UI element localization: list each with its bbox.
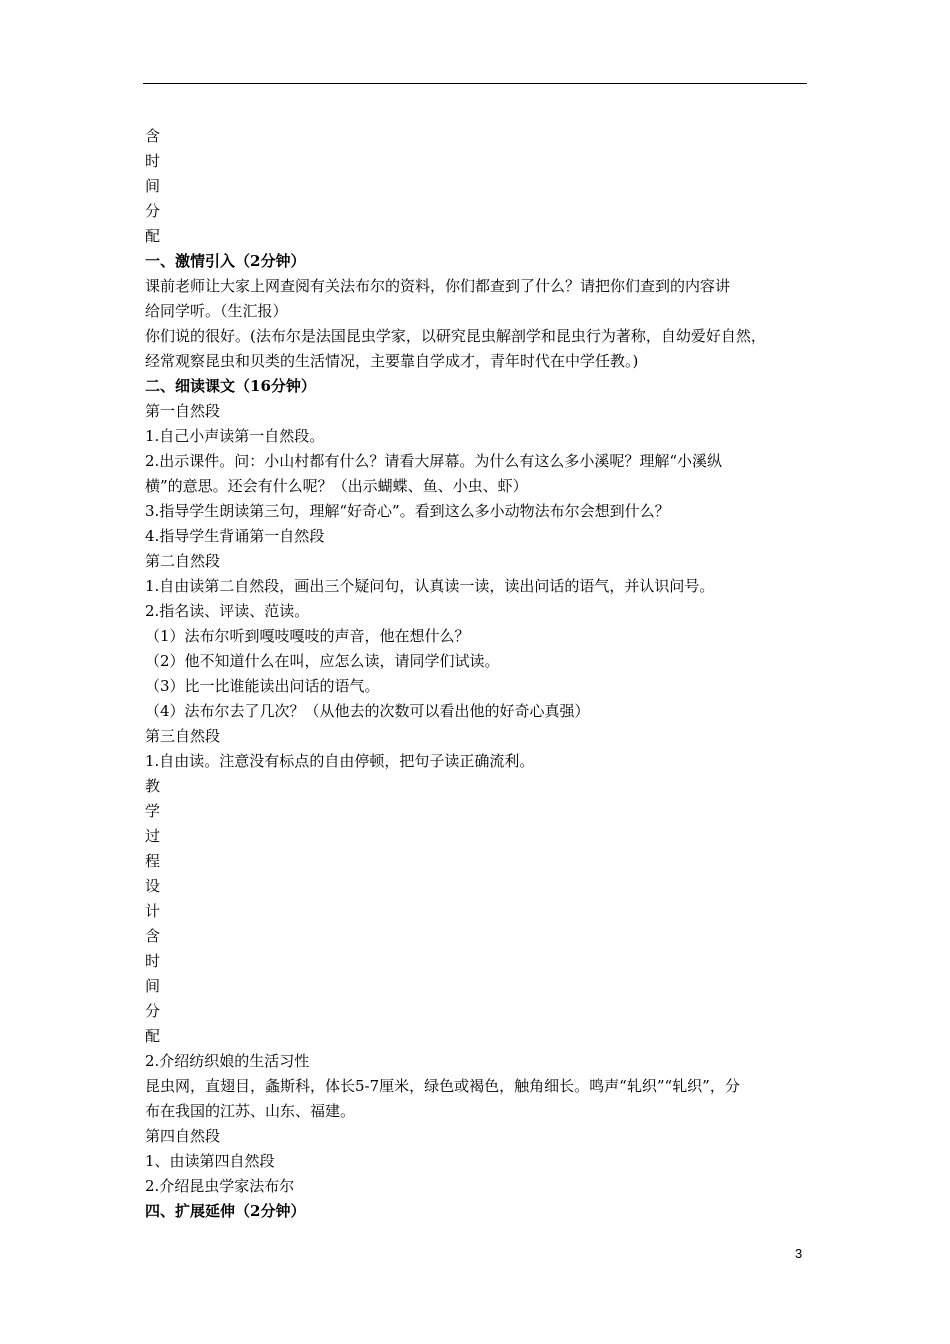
text-line: 过	[145, 827, 161, 845]
text-line: 1.自己小声读第一自然段。	[145, 427, 325, 445]
text-line: 1.自由读第二自然段，画出三个疑问句，认真读一读，读出问话的语气，并认识问号。	[145, 577, 715, 595]
page-number: 3	[795, 1246, 803, 1261]
text-line: 横”的意思。还会有什么呢？（出示蝴蝶、鱼、小虫、虾）	[145, 477, 528, 495]
text-line: 含	[145, 127, 161, 145]
text-line: 第四自然段	[145, 1127, 221, 1145]
text-line: 2.介绍纺织娘的生活习性	[145, 1052, 310, 1070]
text-line: 计	[145, 902, 161, 920]
header-rule	[143, 83, 807, 84]
text-line: 课前老师让大家上网查阅有关法布尔的资料，你们都查到了什么？请把你们查到的内容讲	[145, 277, 731, 295]
text-line: 第一自然段	[145, 402, 221, 420]
text-line: 第三自然段	[145, 727, 221, 745]
text-line: 含	[145, 927, 161, 945]
text-line: 时	[145, 952, 161, 970]
text-line: 3.指导学生朗读第三句，理解“好奇心”。看到这么多小动物法布尔会想到什么？	[145, 502, 670, 520]
document-body	[145, 124, 813, 1224]
text-line: 经常观察昆虫和贝类的生活情况，主要靠自学成才，青年时代在中学任教。)	[145, 352, 639, 370]
text-line: 布在我国的江苏、山东、福建。	[145, 1102, 356, 1120]
text-line: 分	[145, 202, 161, 220]
text-line: 程	[145, 852, 161, 870]
text-line: 2.指名读、评读、范读。	[145, 602, 310, 620]
section-heading: 四、扩展延伸（2分钟）	[145, 1202, 306, 1220]
text-line: 间	[145, 177, 161, 195]
text-line: 2.介绍昆虫学家法布尔	[145, 1177, 295, 1195]
text-line: 设	[145, 877, 161, 895]
text-line: 1、由读第四自然段	[145, 1152, 275, 1170]
text-line: 时	[145, 152, 161, 170]
text-line: 配	[145, 227, 161, 245]
text-line: 分	[145, 1002, 161, 1020]
text-line: （2）他不知道什么在叫，应怎么读，请同学们试读。	[145, 652, 500, 670]
text-line: 2.出示课件。问：小山村都有什么？请看大屏幕。为什么有这么多小溪呢？理解“小溪纵	[145, 452, 722, 470]
text-line: 昆虫网，直翅目，螽斯科，体长5-7厘米，绿色或褐色，触角细长。鸣声“轧织”“轧织”，分	[145, 1077, 740, 1095]
text-line: 配	[145, 1027, 161, 1045]
text-line: 教	[145, 777, 161, 795]
text-line: 4.指导学生背诵第一自然段	[145, 527, 325, 545]
text-line: （1）法布尔听到嘎吱嘎吱的声音，他在想什么？	[145, 627, 470, 645]
text-line: 1.自由读。注意没有标点的自由停顿，把句子读正确流利。	[145, 752, 535, 770]
text-line: （3）比一比谁能读出问话的语气。	[145, 677, 380, 695]
text-line: 间	[145, 977, 161, 995]
text-line: 给同学听。（生汇报）	[145, 302, 288, 320]
section-heading: 二、细读课文（16分钟）	[145, 377, 316, 395]
text-line: 你们说的很好。(法布尔是法国昆虫学家，以研究昆虫解剖学和昆虫行为著称，自幼爱好自然，	[145, 327, 766, 345]
section-heading: 一、激情引入（2分钟）	[145, 252, 306, 270]
text-line: 学	[145, 802, 161, 820]
text-line: （4）法布尔去了几次？（从他去的次数可以看出他的好奇心真强）	[145, 702, 590, 720]
text-line: 第二自然段	[145, 552, 221, 570]
